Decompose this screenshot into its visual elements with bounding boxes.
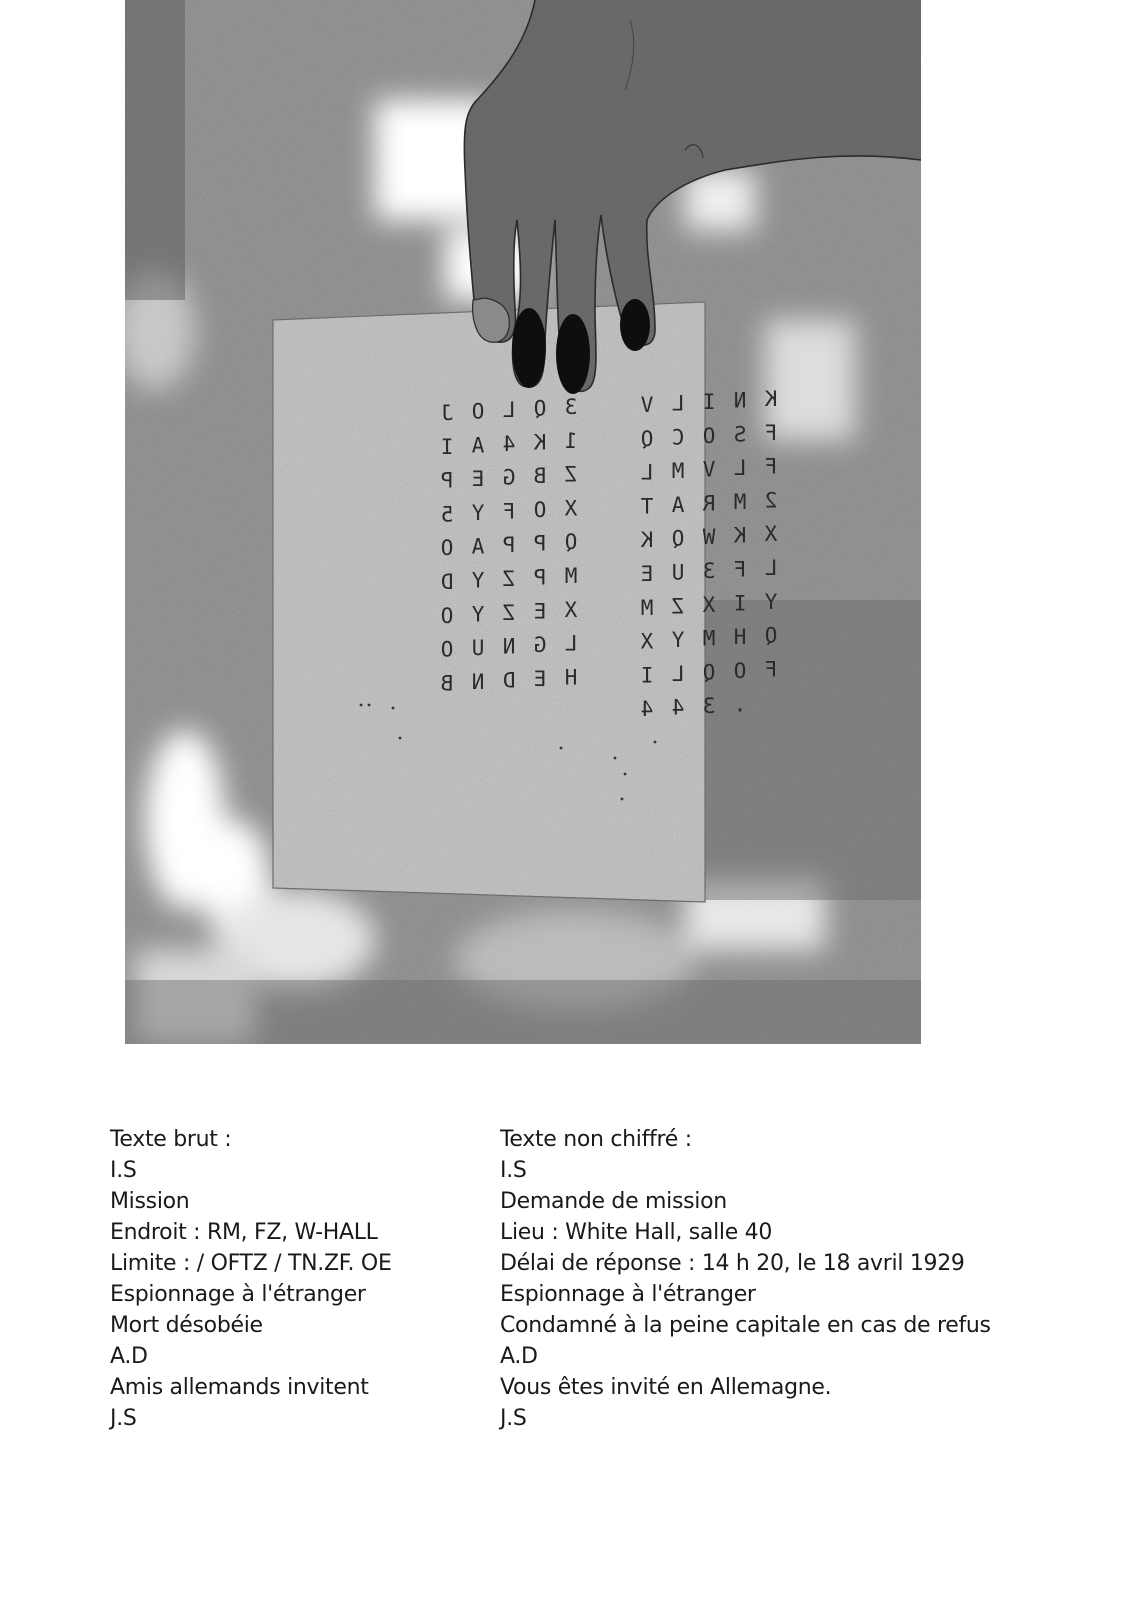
cipher-left-char: Q: [564, 530, 578, 555]
cipher-right-char: M: [702, 626, 716, 651]
cipher-left-char: P: [440, 468, 454, 493]
decoded-text-line: I.S: [500, 1158, 527, 1183]
cipher-left-char: Y: [471, 568, 485, 593]
cipher-right-char: Q: [671, 526, 685, 551]
cipher-left-char: A: [471, 534, 485, 559]
cipher-left-char: G: [502, 465, 516, 490]
cipher-right-char: Q: [764, 623, 778, 648]
cipher-right-char: T: [640, 494, 654, 519]
raw-text-line: Limite : / OFTZ / TN.ZF. OE: [110, 1251, 392, 1276]
decoded-text-line: J.S: [500, 1406, 527, 1431]
cipher-right-char: 4: [640, 697, 654, 722]
cipher-left-char: P: [533, 565, 547, 590]
decoded-text-line: A.D: [500, 1344, 538, 1369]
cipher-right-char: K: [640, 528, 654, 553]
cipher-left-char: E: [533, 666, 547, 691]
decoded-text-line: Espionnage à l'étranger: [500, 1282, 756, 1307]
cipher-right-char: 4: [671, 695, 685, 720]
raw-text-line: I.S: [110, 1158, 137, 1183]
cipher-right-char: Y: [764, 589, 778, 614]
cipher-left-char: P: [533, 531, 547, 556]
raw-text-line: Mission: [110, 1189, 190, 1214]
cipher-left-char: G: [533, 633, 547, 658]
cipher-left-char: N: [471, 669, 485, 694]
cipher-right-char: L: [640, 460, 654, 485]
cipher-right-char: 3: [702, 559, 716, 583]
cipher-right-char: 3: [702, 694, 716, 719]
cipher-right-char: L: [671, 391, 685, 416]
cipher-right-char: N: [733, 388, 747, 413]
decoded-text-line: Demande de mission: [500, 1189, 727, 1214]
cipher-left-char: L: [564, 631, 578, 656]
cipher-left-char: O: [440, 536, 454, 561]
cipher-right-char: R: [702, 491, 716, 516]
cipher-right-char: F: [764, 657, 778, 682]
raw-text-line: Espionnage à l'étranger: [110, 1282, 366, 1307]
cipher-left-char: E: [471, 467, 485, 492]
cipher-right-char: F: [764, 420, 778, 445]
cipher-left-char: B: [533, 464, 547, 489]
cipher-left-char: M: [564, 564, 578, 588]
cipher-left-char: H: [564, 665, 578, 690]
cipher-right-char: V: [640, 393, 654, 417]
manga-illustration: [125, 0, 921, 1044]
raw-text-line: J.S: [110, 1406, 137, 1431]
cipher-left-char: 3: [564, 395, 578, 419]
raw-text-column: [110, 1124, 470, 1434]
cipher-left-char: X: [564, 496, 578, 521]
decoded-text-line: Délai de réponse : 14 h 20, le 18 avril 1929: [500, 1251, 965, 1276]
cipher-right-char: O: [733, 658, 747, 683]
raw-text-line: Mort désobéie: [110, 1313, 263, 1338]
cipher-left-char: U: [471, 636, 485, 661]
cipher-right-char: K: [764, 387, 778, 411]
cipher-right-char: Q: [640, 426, 654, 451]
cipher-left-char: P: [502, 533, 516, 558]
cipher-right-char: U: [671, 560, 685, 585]
cipher-right-char: V: [702, 457, 716, 482]
cipher-right-char: F: [733, 557, 747, 582]
cipher-left-char: Z: [502, 600, 516, 625]
cipher-right-char: M: [733, 489, 747, 514]
cipher-right-char: X: [640, 629, 654, 654]
cipher-left-char: F: [502, 499, 516, 524]
cipher-right-char: 2: [764, 488, 778, 513]
cipher-right-char: M: [640, 595, 654, 620]
cipher-left-char: D: [440, 570, 454, 594]
decoded-text-line: Lieu : White Hall, salle 40: [500, 1220, 773, 1245]
raw-text-line: A.D: [110, 1344, 148, 1369]
decoded-text-line: Vous êtes invité en Allemagne.: [500, 1375, 832, 1400]
cipher-left-char: Y: [471, 500, 485, 525]
cipher-right-char: W: [702, 525, 716, 550]
cipher-left-char: O: [533, 497, 547, 522]
cipher-right-char: .: [733, 692, 747, 717]
cipher-right-char: X: [764, 522, 778, 547]
cipher-right-char: M: [671, 459, 685, 484]
cipher-right-char: I: [733, 591, 747, 616]
cipher-right-char: L: [733, 456, 747, 481]
cipher-left-char: X: [564, 597, 578, 622]
cipher-right-char: H: [733, 625, 747, 650]
raw-text-heading: Texte brut :: [110, 1127, 232, 1152]
cipher-right-char: C: [671, 425, 685, 450]
raw-text-line: Endroit : RM, FZ, W-HALL: [110, 1220, 378, 1245]
cipher-left-char: O: [440, 637, 454, 662]
decoded-text-heading: Texte non chiffré :: [500, 1127, 692, 1152]
cipher-right-char: Y: [671, 628, 685, 653]
cipher-left-char: K: [533, 430, 547, 455]
cipher-right-char: A: [671, 492, 685, 517]
cipher-right-char: Z: [671, 594, 685, 619]
cipher-left-char: O: [471, 399, 485, 424]
cipher-left-char: L: [502, 398, 516, 422]
raw-text-line: Amis allemands invitent: [110, 1375, 369, 1400]
cipher-left-char: I: [440, 434, 454, 459]
cipher-right-char: F: [764, 454, 778, 479]
cipher-sheet: [273, 302, 777, 902]
cipher-right-char: E: [640, 562, 654, 586]
cipher-left-char: A: [471, 433, 485, 458]
cipher-left-char: D: [502, 668, 516, 693]
cipher-left-char: E: [533, 599, 547, 624]
cipher-right-char: I: [640, 663, 654, 688]
cipher-right-char: X: [702, 592, 716, 617]
cipher-right-char: I: [702, 390, 716, 414]
cipher-left-char: 5: [440, 502, 454, 527]
cipher-right-char: O: [702, 423, 716, 448]
cipher-right-char: S: [733, 422, 747, 447]
cipher-right-char: L: [671, 661, 685, 686]
cipher-right-char: L: [764, 556, 778, 580]
decoded-text-line: Condamné à la peine capitale en cas de refus: [500, 1313, 991, 1338]
decoded-text-column: [500, 1124, 1090, 1434]
cipher-left-char: N: [502, 634, 516, 659]
cipher-left-char: Y: [471, 602, 485, 627]
cipher-left-char: 4: [502, 431, 516, 456]
illustration-canvas: [125, 0, 921, 1044]
cipher-left-char: O: [440, 603, 454, 628]
cipher-left-char: J: [440, 401, 454, 425]
cipher-right-char: K: [733, 523, 747, 548]
cipher-left-char: Q: [533, 396, 547, 421]
cipher-left-char: 1: [564, 428, 578, 453]
cipher-left-char: B: [440, 671, 454, 696]
cipher-left-char: Z: [502, 567, 516, 591]
cipher-right-char: Q: [702, 660, 716, 685]
cipher-left-char: Z: [564, 462, 578, 487]
